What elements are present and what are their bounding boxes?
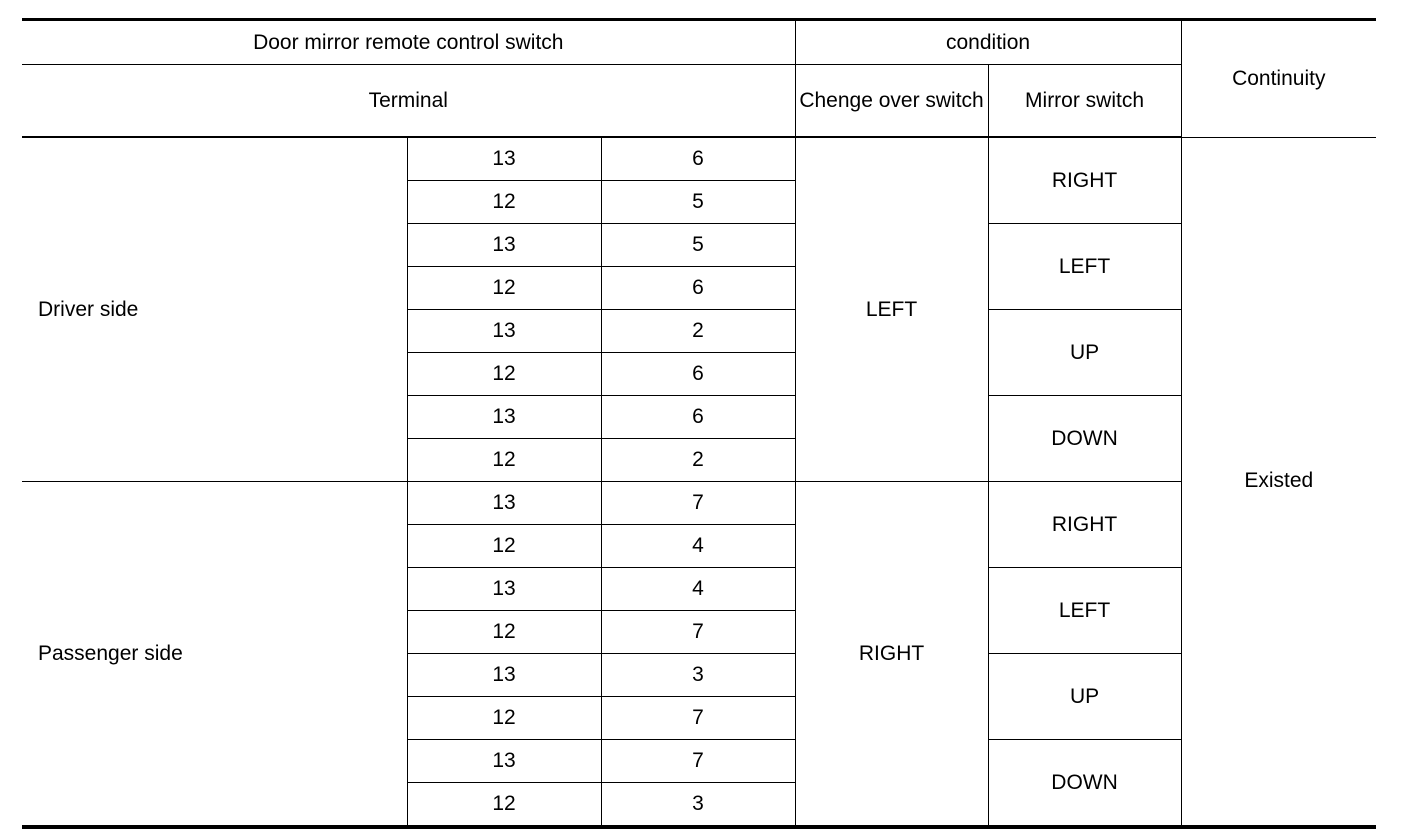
terminal-a: 13 [407,224,601,267]
terminal-b: 6 [601,267,795,310]
table-row [22,482,1376,525]
mirror-switch-value: DOWN [988,740,1181,828]
terminal-b: 2 [601,439,795,482]
group-header: Door mirror remote control switch [22,20,795,65]
condition-header: condition [795,20,1181,65]
terminal-a: 12 [407,439,601,482]
table-row [22,137,1376,181]
terminal-b: 4 [601,525,795,568]
passenger-side-label: Passenger side [22,482,407,828]
terminal-a: 12 [407,611,601,654]
terminal-b: 7 [601,740,795,783]
header-row-1 [22,20,1376,65]
mirror-switch-value: UP [988,310,1181,396]
terminal-b: 5 [601,181,795,224]
terminal-b: 5 [601,224,795,267]
mirror-switch-value: LEFT [988,224,1181,310]
terminal-b: 6 [601,396,795,439]
mirror-switch-value: LEFT [988,568,1181,654]
changeover-header [795,65,988,138]
terminal-b: 7 [601,482,795,525]
terminal-a: 12 [407,181,601,224]
terminal-b: 6 [601,353,795,396]
terminal-a: 13 [407,740,601,783]
continuity-header: Continuity [1181,20,1376,138]
terminal-b: 7 [601,611,795,654]
terminal-a: 13 [407,396,601,439]
mirror-switch-value: DOWN [988,396,1181,482]
terminal-a: 13 [407,137,601,181]
mirror-switch-value: RIGHT [988,137,1181,224]
terminal-a: 12 [407,353,601,396]
terminal-a: 12 [407,267,601,310]
continuity-spec-table [22,18,1376,829]
terminal-a: 13 [407,654,601,697]
terminal-a: 12 [407,697,601,740]
terminal-b: 4 [601,568,795,611]
header-row-2 [22,65,1376,138]
terminal-b: 3 [601,783,795,828]
terminal-b: 3 [601,654,795,697]
mirror-switch-value: RIGHT [988,482,1181,568]
mirror-switch-header: Mirror switch [988,65,1181,138]
driver-changeover: LEFT [795,137,988,482]
terminal-a: 12 [407,783,601,828]
passenger-changeover: RIGHT [795,482,988,828]
terminal-a: 13 [407,482,601,525]
terminal-b: 2 [601,310,795,353]
terminal-a: 12 [407,525,601,568]
changeover-header-text: Chenge over switch [799,88,984,112]
driver-side-label: Driver side [22,137,407,482]
mirror-switch-value: UP [988,654,1181,740]
terminal-header: Terminal [22,65,795,138]
terminal-b: 7 [601,697,795,740]
terminal-a: 13 [407,568,601,611]
terminal-a: 13 [407,310,601,353]
continuity-value: Existed [1181,137,1376,827]
terminal-b: 6 [601,137,795,181]
